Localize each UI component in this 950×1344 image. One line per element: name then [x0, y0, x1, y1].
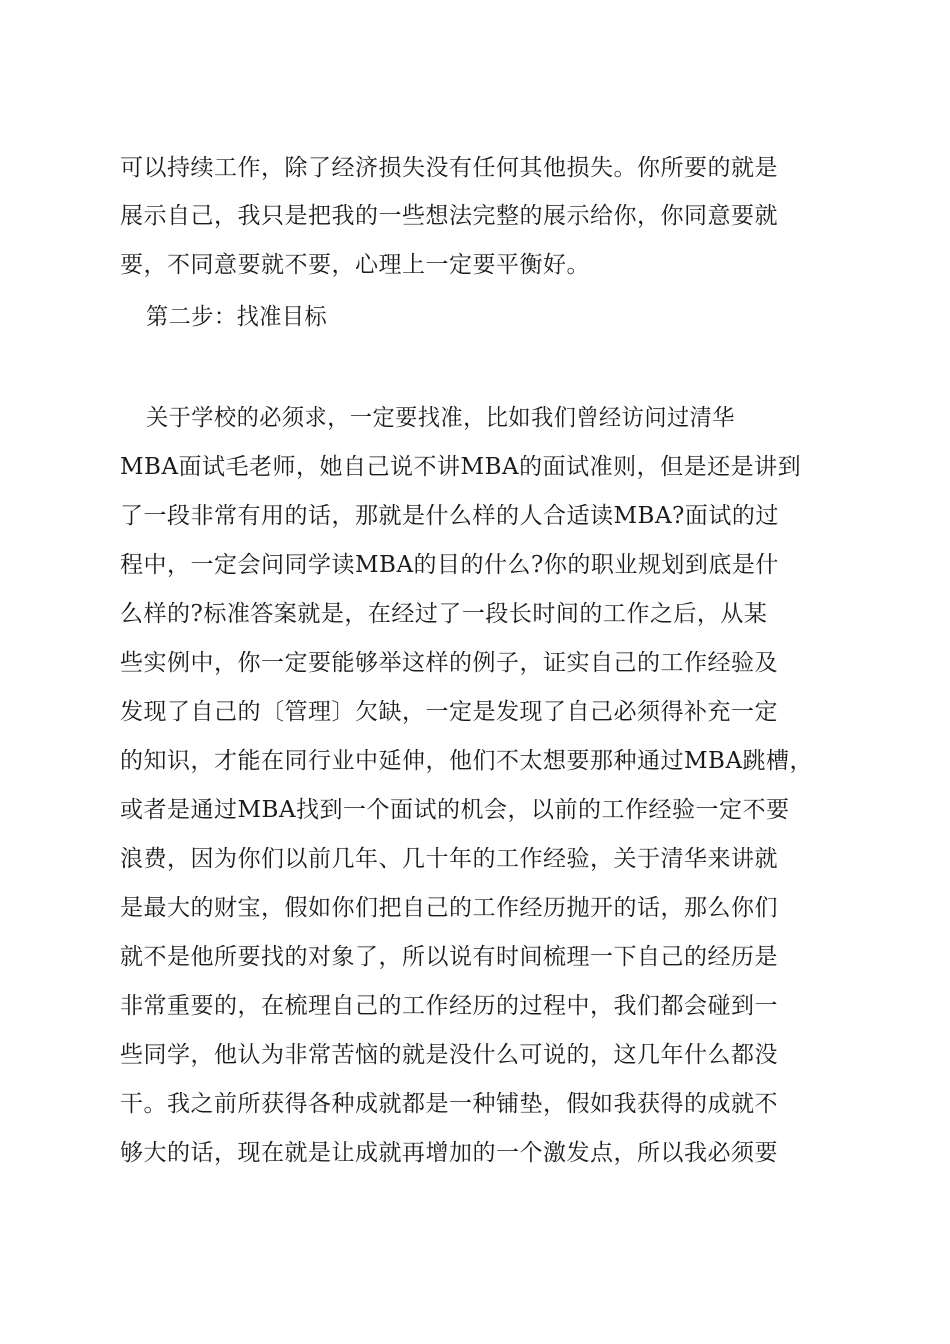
paragraph-line: 些实例中，你一定要能够举这样的例子，证实自己的工作经验及 — [120, 650, 778, 676]
paragraph-line: 非常重要的，在梳理自己的工作经历的过程中，我们都会碰到一 — [120, 993, 778, 1019]
paragraph-line: 够大的话，现在就是让成就再增加的一个激发点，所以我必须要 — [120, 1140, 778, 1166]
paragraph-line: 些同学，他认为非常苦恼的就是没什么可说的，这几年什么都没 — [120, 1042, 778, 1068]
paragraph-line: 发现了自己的〔管理〕欠缺，一定是发现了自己必须得补充一定 — [120, 699, 778, 725]
paragraph-line: 程中，一定会问同学读MBA的目的什么?你的职业规划到底是什 — [120, 552, 779, 578]
paragraph-line: MBA面试毛老师，她自己说不讲MBA的面试准则，但是还是讲到 — [120, 454, 802, 480]
paragraph-line: 干。我之前所获得各种成就都是一种铺垫，假如我获得的成就不 — [120, 1091, 778, 1117]
section-heading: 第二步：找准目标 — [146, 304, 328, 330]
paragraph-line: 要，不同意要就不要，心理上一定要平衡好。 — [120, 252, 590, 278]
paragraph-line: 或者是通过MBA找到一个面试的机会，以前的工作经验一定不要 — [120, 797, 790, 823]
paragraph-line: 关于学校的必须求，一定要找准，比如我们曾经访问过清华 — [146, 405, 735, 431]
paragraph-line: 就不是他所要找的对象了，所以说有时间梳理一下自己的经历是 — [120, 944, 778, 970]
paragraph-line: 可以持续工作，除了经济损失没有任何其他损失。你所要的就是 — [120, 155, 778, 181]
paragraph-line: 是最大的财宝，假如你们把自己的工作经历抛开的话，那么你们 — [120, 895, 778, 921]
paragraph-line: 么样的?标准答案就是，在经过了一段长时间的工作之后，从某 — [120, 601, 768, 627]
paragraph-line: 的知识，才能在同行业中延伸，他们不太想要那种通过MBA跳槽， — [120, 748, 814, 774]
paragraph-line: 展示自己，我只是把我的一些想法完整的展示给你，你同意要就 — [120, 203, 778, 229]
paragraph-line: 了一段非常有用的话，那就是什么样的人合适读MBA?面试的过 — [120, 503, 779, 529]
paragraph-line: 浪费，因为你们以前几年、几十年的工作经验，关于清华来讲就 — [120, 846, 778, 872]
